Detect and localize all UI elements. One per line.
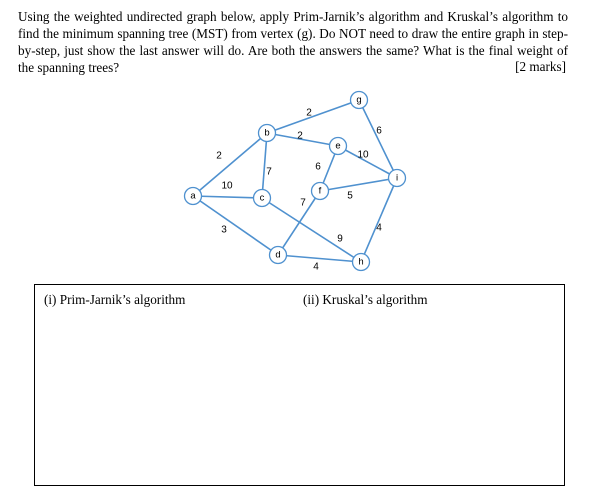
vertex-i [389,170,406,187]
graph-nodes [185,92,406,271]
vertex-f [312,183,329,200]
vertex-g [351,92,368,109]
vertex-e [330,138,347,155]
weight-b-e: 2 [297,130,303,142]
weight-d-f: 7 [300,197,306,209]
weight-e-f: 6 [315,161,321,173]
prim-label: (i) Prim-Jarnik’s algorithm [44,292,186,307]
weight-f-i: 5 [347,190,353,202]
vertex-b [259,125,276,142]
weight-i-h: 4 [376,222,382,234]
vertex-label: b [264,127,270,139]
edge-i-h [361,178,397,262]
vertex-c [254,190,271,207]
edge-a-c [193,196,262,198]
edge-b-g [267,100,359,133]
kruskal-label: (ii) Kruskal’s algorithm [303,292,428,307]
weight-a-d: 3 [221,224,227,236]
vertex-label: d [275,249,281,261]
marks-label: [2 marks] [515,59,566,74]
weight-d-h: 4 [313,261,319,273]
weight-a-b: 2 [216,150,222,162]
weight-g-i: 6 [376,125,382,137]
vertex-label: c [259,192,265,204]
vertex-d [270,247,287,264]
vertex-label: h [358,256,364,268]
edge-f-i [320,178,397,191]
edge-b-c [262,133,267,198]
weight-a-c: 10 [221,180,233,192]
vertex-a [185,188,202,205]
graph-weights [216,108,382,273]
weight-e-i: 10 [357,149,369,161]
question-text: Using the weighted undirected graph below, apply Prim-Jarnik’s algorithm and Kruskal’s algorithm to find the minimum spanning tree (MST) from vertex (g). Do NOT need to draw the entire graph in step-by-step, just show the last answer will do. Are both the answers the same? What is the final weight of the spanning trees? [18,9,568,75]
edge-g-i [359,100,397,178]
weight-c-h: 9 [337,233,343,245]
vertex-h [353,254,370,271]
vertex-label: g [356,94,362,106]
edge-d-h [278,255,361,262]
weight-b-g: 2 [306,107,312,119]
vertex-label: f [318,185,322,197]
vertex-label: e [335,140,341,152]
weight-b-c: 7 [266,166,272,178]
edge-d-f [278,191,320,255]
vertex-label: a [190,190,196,202]
answer-table [34,284,565,486]
vertex-label: i [395,172,399,184]
